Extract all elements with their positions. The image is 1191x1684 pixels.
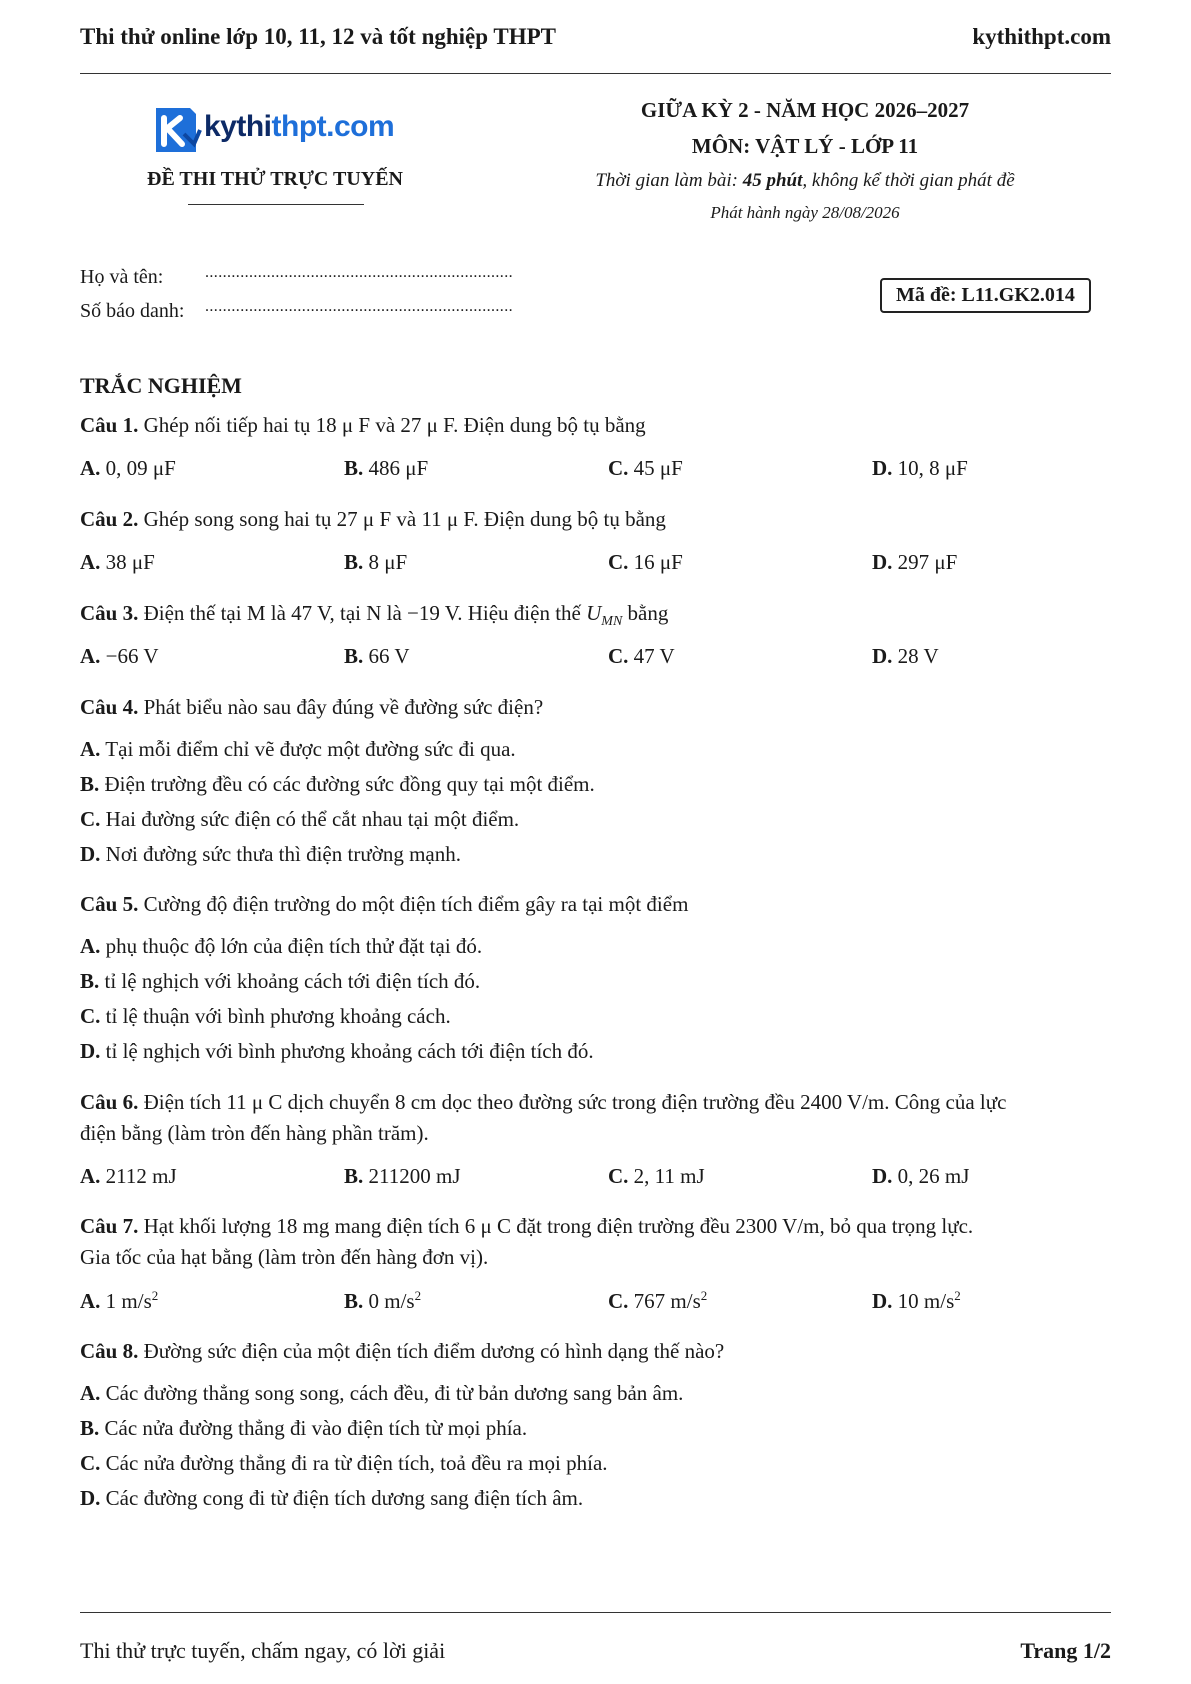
q7-option-d[interactable]: D. 10 $m/s^2$	[872, 1288, 961, 1313]
q8-option-b[interactable]: B. Các nửa đường thẳng đi vào điện tích từ mọi phía.	[80, 1416, 528, 1440]
q6-option-c[interactable]: C. 2, 11 mJ	[608, 1164, 705, 1188]
q8-option-c[interactable]: C. Các nửa đường thẳng đi ra từ điện tích, toả đều ra mọi phía.	[80, 1451, 608, 1475]
q2-option-b[interactable]: B. 8 μF	[344, 550, 408, 574]
question-5: Câu 5. Cường độ điện trường do một điện tích điểm gây ra tại một điểm	[80, 892, 689, 916]
q7-option-a[interactable]: A. 1 $m/s^2$	[80, 1288, 159, 1313]
header-divider	[80, 73, 1111, 74]
question-6-cont: điện bằng (làm tròn đến hàng phần trăm).	[80, 1121, 429, 1145]
name-label: Họ và tên:	[80, 266, 164, 288]
logo-wordmark: kythithpt.com	[204, 110, 395, 143]
question-3: Câu 3. Điện thế tại M là 47 V, tại N là −19 V. Hiệu điện thế $U_{MN}$ bằng	[80, 601, 669, 630]
q1-option-d[interactable]: D. 10, 8 μF	[872, 456, 968, 480]
q6-option-d[interactable]: D. 0, 26 mJ	[872, 1164, 970, 1188]
q6-option-a[interactable]: A. 2112 mJ	[80, 1164, 177, 1188]
exam-time: Thời gian làm bài: 45 phút, không kể thời gian phát đề	[595, 170, 1015, 191]
q1-option-b[interactable]: B. 486 μF	[344, 456, 429, 480]
name-field[interactable]: ......................................................................	[205, 264, 513, 281]
logo-icon	[150, 104, 202, 158]
student-id-field[interactable]: ......................................................................	[205, 298, 513, 315]
q5-option-b[interactable]: B. tỉ lệ nghịch với khoảng cách tới điện tích đó.	[80, 969, 481, 993]
student-id-label: Số báo danh:	[80, 300, 185, 322]
q4-option-a[interactable]: A. Tại mỗi điểm chỉ vẽ được một đường sức đi qua.	[80, 737, 516, 761]
q3-option-d[interactable]: D. 28 V	[872, 644, 939, 668]
question-7-cont: Gia tốc của hạt bằng (làm tròn đến hàng đơn vị).	[80, 1245, 489, 1269]
header-site-url[interactable]: kythithpt.com	[972, 24, 1111, 49]
q5-option-d[interactable]: D. tỉ lệ nghịch với bình phương khoảng cách tới điện tích đó.	[80, 1039, 594, 1063]
q4-option-d[interactable]: D. Nơi đường sức thưa thì điện trường mạnh.	[80, 842, 461, 866]
q5-option-c[interactable]: C. tỉ lệ thuận với bình phương khoảng cách.	[80, 1004, 451, 1028]
q2-option-c[interactable]: C. 16 μF	[608, 550, 683, 574]
q2-option-a[interactable]: A. 38 μF	[80, 550, 155, 574]
q7-option-b[interactable]: B. 0 $m/s^2$	[344, 1288, 422, 1313]
footer-tagline: Thi thử trực tuyến, chấm ngay, có lời giải	[80, 1638, 446, 1663]
question-7: Câu 7. Hạt khối lượng 18 mg mang điện tích 6 μ C đặt trong điện trường đều 2300 V/m, bỏ qua trọng lực.	[80, 1214, 974, 1238]
exam-title: GIỮA KỲ 2 - NĂM HỌC 2026–2027	[640, 98, 970, 122]
exam-release-date: Phát hành ngày 28/08/2026	[710, 203, 900, 222]
exam-type-subtitle: ĐỀ THI THỬ TRỰC TUYẾN	[147, 168, 403, 190]
footer-divider	[80, 1612, 1111, 1613]
question-4: Câu 4. Phát biểu nào sau đây đúng về đường sức điện?	[80, 695, 544, 719]
question-1: Câu 1. Ghép nối tiếp hai tụ 18 μ F và 27 μ F. Điện dung bộ tụ bằng	[80, 413, 646, 437]
q1-option-a[interactable]: A. 0, 09 μF	[80, 456, 176, 480]
q6-option-b[interactable]: B. 211200 mJ	[344, 1164, 461, 1188]
subtitle-underline	[188, 204, 364, 205]
q3-option-c[interactable]: C. 47 V	[608, 644, 675, 668]
q4-option-c[interactable]: C. Hai đường sức điện có thể cắt nhau tại một điểm.	[80, 807, 520, 831]
q4-option-b[interactable]: B. Điện trường đều có các đường sức đồng quy tại một điểm.	[80, 772, 595, 796]
question-8: Câu 8. Đường sức điện của một điện tích điểm dương có hình dạng thế nào?	[80, 1339, 725, 1363]
q7-option-c[interactable]: C. 767 $m/s^2$	[608, 1288, 708, 1313]
section-title: TRẮC NGHIỆM	[80, 373, 242, 398]
q2-option-d[interactable]: D. 297 μF	[872, 550, 958, 574]
q8-option-d[interactable]: D. Các đường cong đi từ điện tích dương sang điện tích âm.	[80, 1486, 584, 1510]
exam-code-box: Mã đề: L11.GK2.014	[880, 278, 1091, 313]
header-site-tagline: Thi thử online lớp 10, 11, 12 và tốt nghiệp THPT	[80, 24, 556, 49]
exam-subject: MÔN: VẬT LÝ - LỚP 11	[691, 134, 919, 158]
question-6: Câu 6. Điện tích 11 μ C dịch chuyển 8 cm dọc theo đường sức trong điện trường đều 2400 V/m. Công của lực	[80, 1090, 1007, 1114]
q1-option-c[interactable]: C. 45 μF	[608, 456, 683, 480]
q3-option-a[interactable]: A. −66 V	[80, 644, 159, 668]
page-number: Trang 1/2	[1020, 1638, 1111, 1663]
q3-option-b[interactable]: B. 66 V	[344, 644, 410, 668]
q8-option-a[interactable]: A. Các đường thẳng song song, cách đều, đi từ bản dương sang bản âm.	[80, 1381, 684, 1405]
site-logo[interactable]	[150, 100, 410, 164]
q5-option-a[interactable]: A. phụ thuộc độ lớn của điện tích thử đặt tại đó.	[80, 934, 483, 958]
question-2: Câu 2. Ghép song song hai tụ 27 μ F và 11 μ F. Điện dung bộ tụ bằng	[80, 507, 666, 531]
